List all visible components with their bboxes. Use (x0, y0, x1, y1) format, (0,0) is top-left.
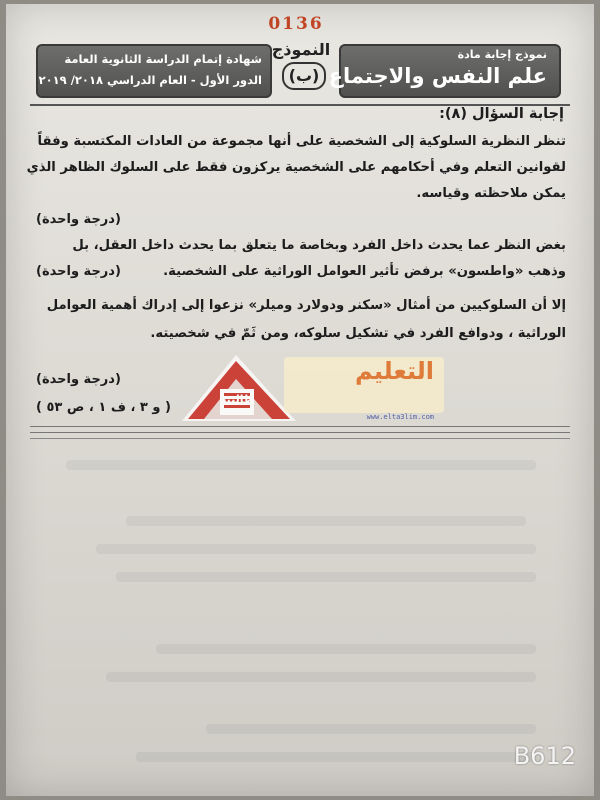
answer-line: وذهب «واطسون» برفض تأثير العوامل الوراثية على الشخصية. (163, 264, 566, 279)
answer-line: يمكن ملاحظته وقياسه. (416, 186, 566, 201)
watermark-left-text: طالبية (220, 393, 255, 406)
camera-watermark: B612 (513, 742, 576, 770)
answer-line: لقوانين التعلم وفي أحكامهم على الشخصية يركزون فقط على السلوك الظاهر الذي (26, 160, 566, 175)
exam-session: الدور الأول - العام الدراسي ٢٠١٨/ ٢٠١٩ (38, 73, 262, 87)
answer-line: بغض النظر عما يحدث داخل الفرد وبخاصة ما يتعلق بما يحدث داخل العقل، بل (72, 238, 566, 253)
page-number: 0136 (268, 14, 324, 34)
grade-label: (درجة واحدة) (36, 372, 121, 387)
answer-line: تنظر النظرية السلوكية إلى الشخصية على أنها مجموعة من العادات المكتسبة وفقاً (37, 134, 566, 149)
site-watermark (174, 349, 444, 435)
answer-line: الوراثية ، ودوافع الفرد في تشكيل سلوكه، ومن ثَمّ في شخصيته. (150, 326, 566, 341)
answer-line: إلا أن السلوكيين من أمثال «سكنر ودولارد وميلر» نزعوا إلى إدراك أهمية العوامل (46, 298, 566, 313)
exam-answer-sheet (6, 4, 594, 796)
model-label: النموذج (271, 40, 331, 59)
watermark-url: www.elta3lim.com (366, 413, 434, 421)
grade-label: (درجة واحدة) (36, 264, 121, 279)
question-title: إجابة السؤال (٨): (439, 106, 564, 122)
reference-note: ( و ٣ ، ف ١ ، ص ٥٣ ) (36, 400, 171, 415)
section-divider (30, 438, 570, 439)
subject-name: علم النفس والاجتماع (328, 64, 547, 88)
model-letter: (ب) (282, 62, 326, 90)
certificate-title: شهادة إتمام الدراسة الثانوية العامة (64, 52, 262, 66)
watermark-title: التعليم (355, 357, 434, 385)
subject-header-box (328, 44, 561, 98)
certificate-header-box (36, 44, 272, 98)
grade-label: (درجة واحدة) (36, 212, 121, 227)
subject-caption: نموذج إجابة مادة (457, 48, 547, 61)
